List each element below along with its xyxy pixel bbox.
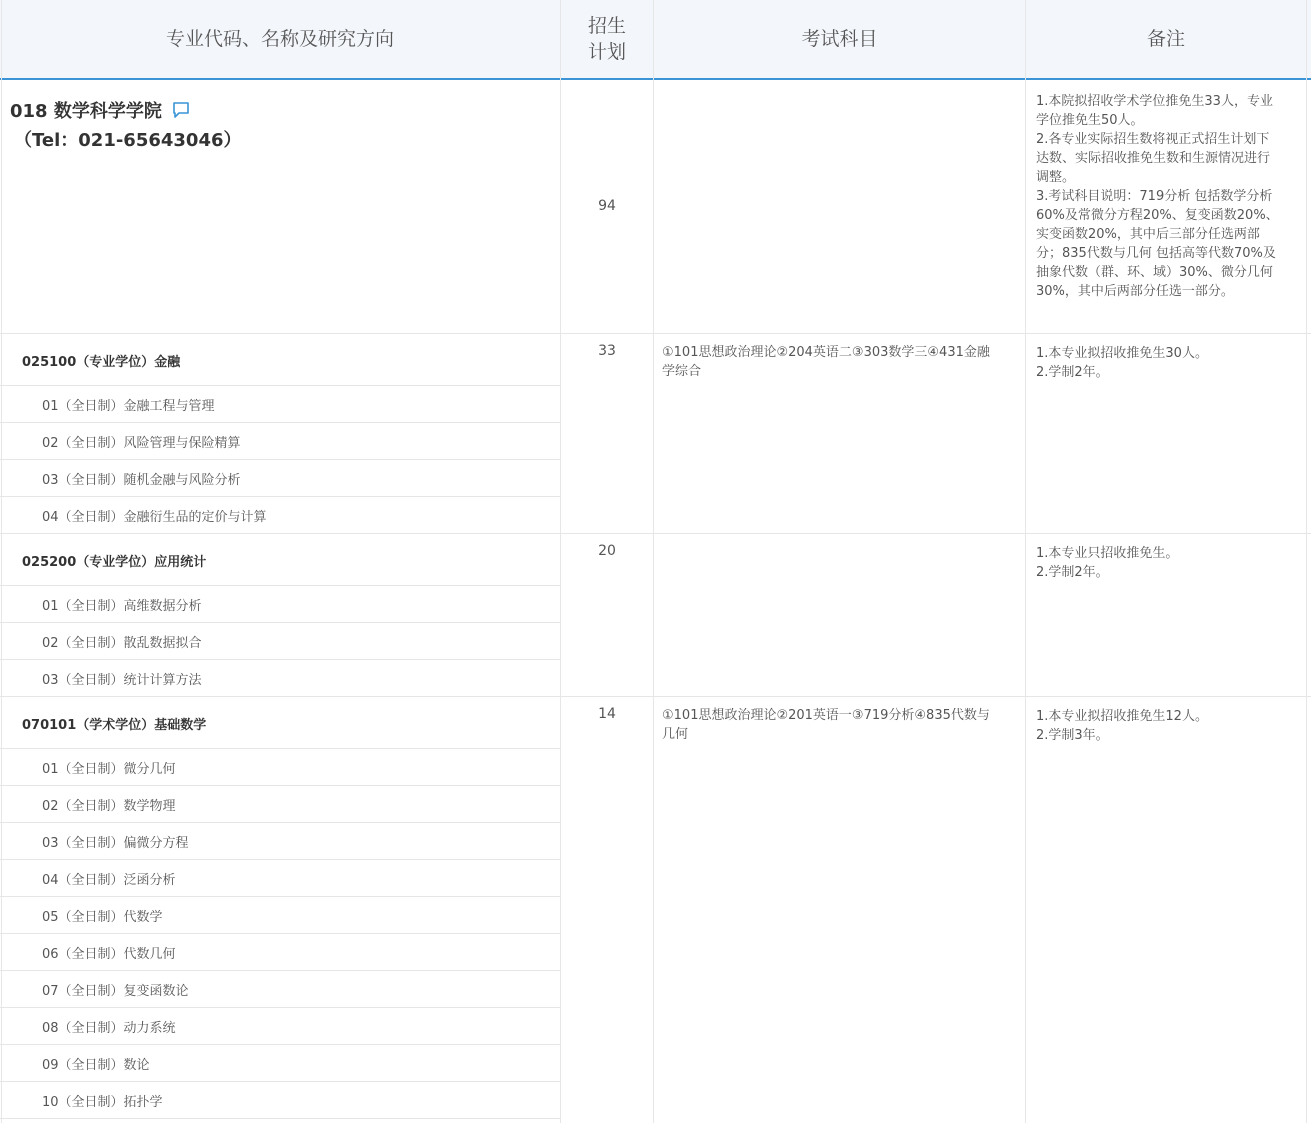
direction-item: 01（全日制）高维数据分析 <box>42 599 202 614</box>
row-divider <box>0 859 560 860</box>
row-divider <box>0 333 1311 334</box>
note-line: 2.学制3年。 <box>1036 728 1109 743</box>
direction-item: 01（全日制）金融工程与管理 <box>42 399 215 414</box>
major-exam <box>662 706 1018 744</box>
row-divider <box>0 459 560 460</box>
college-name: 018 数学科学学院 <box>10 101 162 122</box>
college-tel: （Tel：021-65643046） <box>14 130 242 151</box>
row-divider <box>0 1044 560 1045</box>
row-divider <box>0 659 560 660</box>
note-line: 抽象代数（群、环、域）30%、微分几何 <box>1036 265 1273 280</box>
major-plan: 20 <box>598 543 616 559</box>
note-line: 1.本专业拟招收推免生30人。 <box>1036 346 1208 361</box>
row-divider <box>0 696 1311 697</box>
note-line: 2.学制2年。 <box>1036 565 1109 580</box>
major-notes <box>1036 344 1298 382</box>
direction-item: 09（全日制）数论 <box>42 1058 150 1073</box>
grid-line <box>1306 0 1307 1123</box>
header-plan-line1: 招生 <box>587 15 626 37</box>
row-divider <box>0 785 560 786</box>
major-title: 025100（专业学位）金融 <box>22 355 181 370</box>
direction-item: 05（全日制）代数学 <box>42 910 163 925</box>
major-notes <box>1036 707 1298 745</box>
row-divider <box>0 748 560 749</box>
row-divider <box>0 385 560 386</box>
row-divider <box>0 970 560 971</box>
major-title: 070101（学术学位）基础数学 <box>22 718 207 733</box>
note-line: 达数、实际招收推免生数和生源情况进行 <box>1036 151 1271 166</box>
note-line: 60%及常微分方程20%、复变函数20%、 <box>1036 208 1279 223</box>
direction-item: 01（全日制）微分几何 <box>42 762 176 777</box>
note-line: 1.本专业只招收推免生。 <box>1036 546 1179 561</box>
direction-item: 08（全日制）动力系统 <box>42 1021 176 1036</box>
direction-item: 10（全日制）拓扑学 <box>42 1095 163 1110</box>
major-title: 025200（专业学位）应用统计 <box>22 555 207 570</box>
direction-item: 06（全日制）代数几何 <box>42 947 176 962</box>
direction-item: 02（全日制）数学物理 <box>42 799 176 814</box>
major-exam <box>662 343 1018 381</box>
exam-line: 学综合 <box>662 364 702 379</box>
header-exam: 考试科目 <box>801 28 878 50</box>
grid-line <box>1 0 2 1123</box>
note-line: 3.考试科目说明：719分析 包括数学分析 <box>1036 189 1273 204</box>
direction-item: 03（全日制）偏微分方程 <box>42 836 189 851</box>
major-plan: 14 <box>598 706 616 722</box>
header-major: 专业代码、名称及研究方向 <box>165 28 394 50</box>
row-divider <box>0 822 560 823</box>
header-divider <box>0 78 1311 80</box>
row-divider <box>0 933 560 934</box>
note-line: 1.本院拟招收学术学位推免生33人，专业 <box>1036 94 1273 109</box>
college-plan: 94 <box>598 198 616 214</box>
major-notes <box>1036 544 1298 582</box>
grid-line <box>560 0 561 1123</box>
exam-line: ①101思想政治理论②204英语二③303数学三④431金融 <box>662 345 990 360</box>
direction-item: 04（全日制）泛函分析 <box>42 873 176 888</box>
row-divider <box>0 422 560 423</box>
header-plan-line2: 计划 <box>587 41 626 63</box>
direction-item: 07（全日制）复变函数论 <box>42 984 189 999</box>
row-divider <box>0 585 560 586</box>
note-line: 实变函数20%，其中后三部分任选两部 <box>1036 227 1260 242</box>
header-notes: 备注 <box>1146 28 1185 50</box>
note-line: 1.本专业拟招收推免生12人。 <box>1036 709 1208 724</box>
note-line: 学位推免生50人。 <box>1036 113 1144 128</box>
grid-line <box>1025 0 1026 1123</box>
exam-line: 几何 <box>662 727 689 742</box>
row-divider <box>0 1081 560 1082</box>
direction-item: 02（全日制）散乱数据拟合 <box>42 636 202 651</box>
direction-item: 04（全日制）金融衍生品的定价与计算 <box>42 510 267 525</box>
row-divider <box>0 1118 560 1119</box>
comment-icon[interactable] <box>171 100 191 120</box>
note-line: 调整。 <box>1036 170 1076 185</box>
direction-item: 03（全日制）随机金融与风险分析 <box>42 473 241 488</box>
college-notes <box>1036 92 1298 301</box>
row-divider <box>0 622 560 623</box>
exam-line: ①101思想政治理论②201英语一③719分析④835代数与 <box>662 708 990 723</box>
row-divider <box>0 896 560 897</box>
major-plan: 33 <box>598 343 616 359</box>
note-line: 30%，其中后两部分任选一部分。 <box>1036 284 1234 299</box>
grid-line <box>653 0 654 1123</box>
note-line: 2.学制2年。 <box>1036 365 1109 380</box>
direction-item: 03（全日制）统计计算方法 <box>42 673 202 688</box>
header-plan <box>561 0 653 78</box>
row-divider <box>0 496 560 497</box>
row-divider <box>0 533 1311 534</box>
row-divider <box>0 1007 560 1008</box>
note-line: 分；835代数与几何 包括高等代数70%及 <box>1036 246 1276 261</box>
note-line: 2.各专业实际招生数将视正式招生计划下 <box>1036 132 1270 147</box>
direction-item: 02（全日制）风险管理与保险精算 <box>42 436 241 451</box>
